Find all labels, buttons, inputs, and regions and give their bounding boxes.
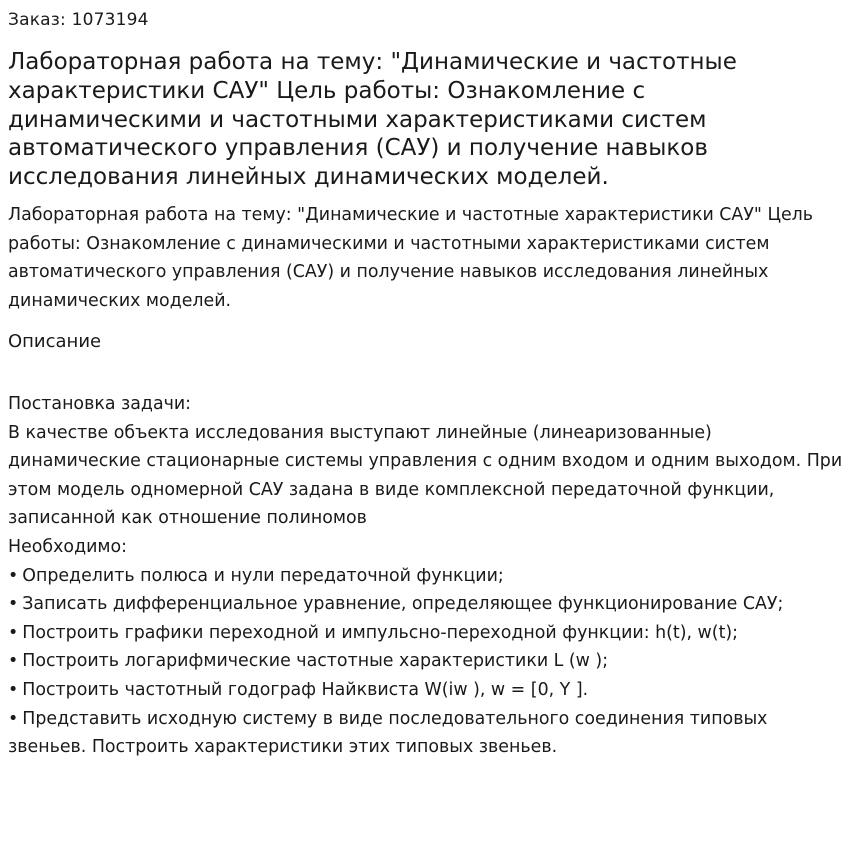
bullet-marker: • (8, 708, 19, 729)
list-item-text: Построить графики переходной и импульсно-переходной функции: h(t), w(t); (22, 622, 739, 643)
list-item-text: Построить логарифмические частотные характеристики L (w ); (22, 651, 609, 672)
task-heading: Постановка задачи: (8, 394, 192, 414)
required-heading: Необходимо: (8, 536, 128, 557)
list-item-text: Представить исходную систему в виде последовательного соединения типовых звеньев. Построить характеристики этих типовых звеньев. (8, 708, 768, 758)
intro-paragraph: Лабораторная работа на тему: "Динамические и частотные характеристики САУ" Цель работы: Ознакомление с динамическими и частотными характеристиками систем автоматического управления (САУ) и получение навыков исследования линейных динамических моделей. (8, 205, 814, 311)
bullet-marker: • (8, 679, 19, 700)
bullet-marker: • (8, 651, 19, 672)
list-item-text: Построить частотный годограф Найквиста W(iw ), w = [0, Y ]. (22, 679, 589, 700)
list-item (8, 705, 844, 762)
task-paragraph: В качестве объекта исследования выступают линейные (линеаризованные) динамические стационарные системы управления с одним входом и одним выходом. При этом модель одномерной САУ задана в виде комплексной передаточной функции, записанной как отношение полиномов (8, 422, 843, 529)
requirements-list (8, 562, 844, 762)
order-id: Заказ: 1073194 (8, 10, 149, 30)
task-section (8, 390, 844, 762)
bullet-marker: • (8, 622, 19, 643)
description-heading: Описание (8, 331, 102, 352)
list-item (8, 562, 844, 591)
bullet-marker: • (8, 594, 19, 615)
list-item-text: Определить полюса и нули передаточной функции; (22, 565, 504, 586)
list-item (8, 676, 844, 705)
list-item-text: Записать дифференциальное уравнение, определяющее функционирование САУ; (22, 594, 784, 615)
list-item (8, 590, 844, 619)
bullet-marker: • (8, 565, 19, 586)
list-item (8, 647, 844, 676)
list-item (8, 619, 844, 648)
document-title: Лабораторная работа на тему: "Динамические и частотные характеристики САУ" Цель работы: Ознакомление с динамическими и частотными характеристиками систем автоматического управления (САУ) и получение навыков исследования линейных динамических моделей. (8, 49, 737, 191)
